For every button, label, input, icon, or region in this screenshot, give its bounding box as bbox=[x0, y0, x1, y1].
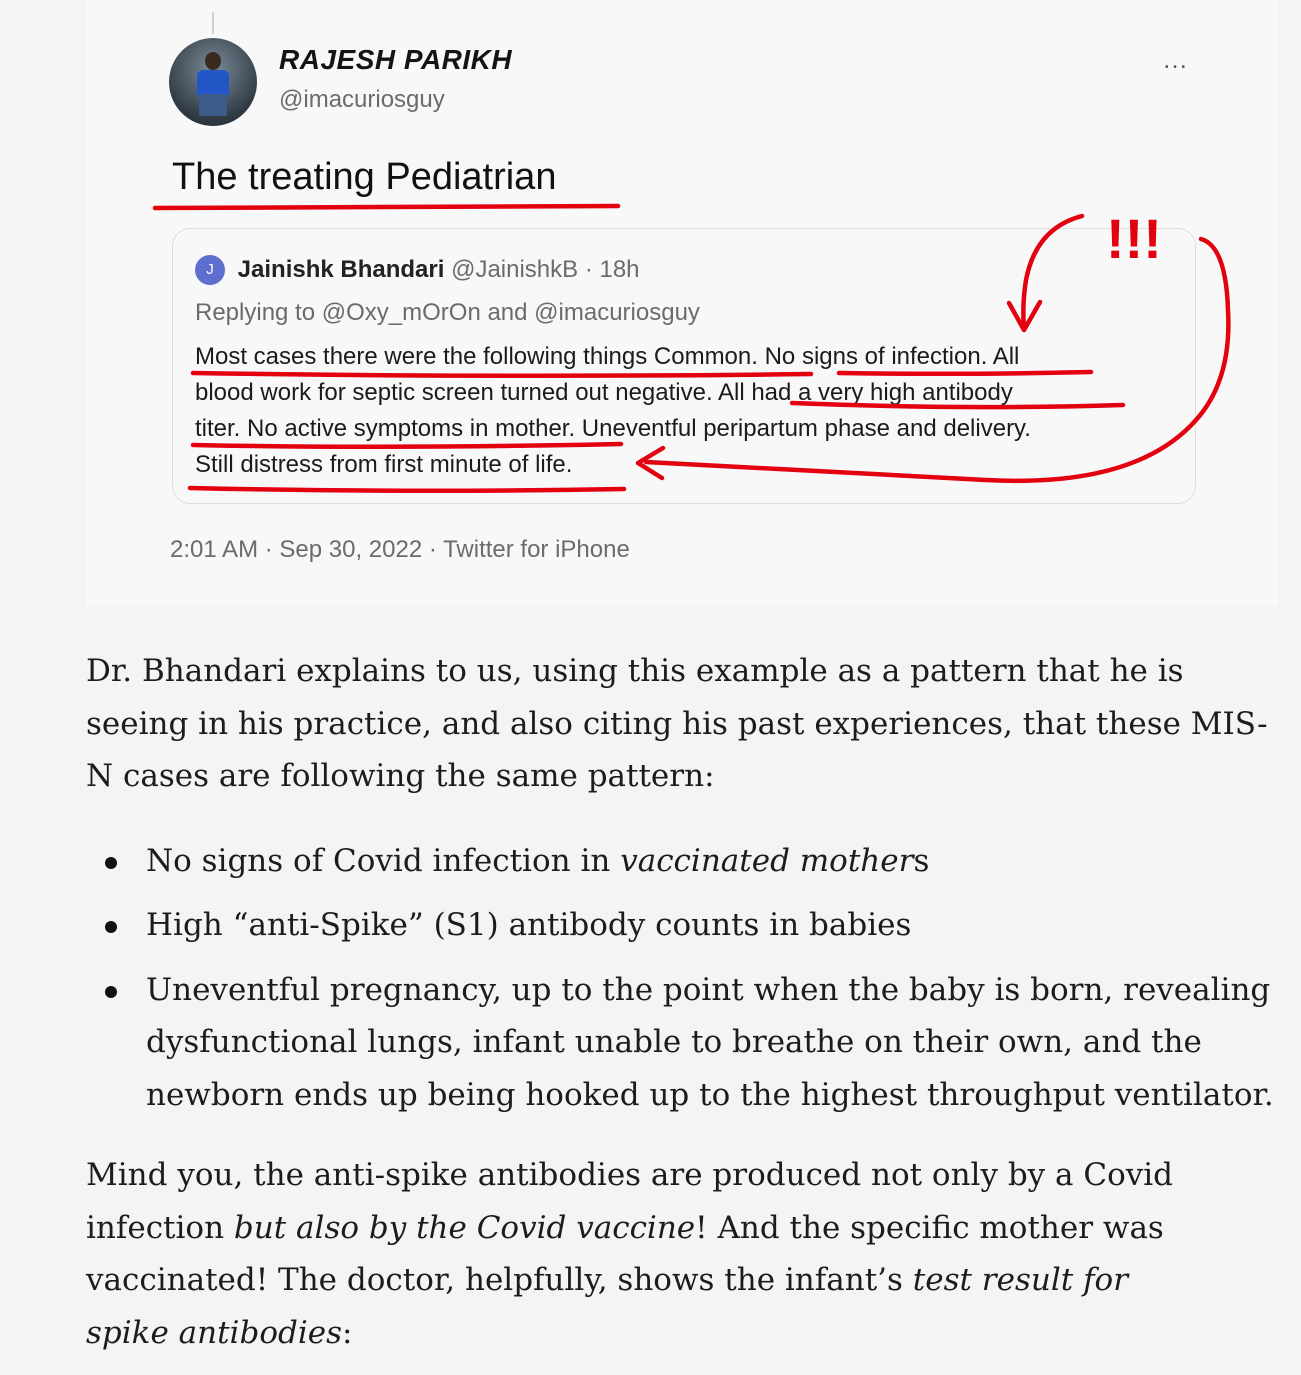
bullet-icon bbox=[105, 857, 117, 869]
underline-title bbox=[155, 206, 618, 208]
tweet-text: The treating Pediatrian bbox=[172, 156, 557, 198]
quoted-line: titer. No active symptoms in mother. Uneventful peripartum phase and delivery. bbox=[195, 415, 1031, 442]
paragraph-text: : bbox=[342, 1314, 353, 1351]
quoted-line: Most cases there were the following things Common. No signs of infection. All bbox=[195, 343, 1020, 370]
quoted-line: Still distress from first minute of life. bbox=[195, 451, 573, 478]
list-item bbox=[86, 964, 1286, 1122]
more-options-icon[interactable]: … bbox=[1162, 44, 1189, 74]
list-item-text: No signs of Covid infection in bbox=[146, 842, 621, 879]
quoted-tweet-header bbox=[195, 255, 640, 285]
author-avatar[interactable] bbox=[169, 38, 257, 126]
quoted-tweet[interactable] bbox=[172, 228, 1196, 504]
tweet-embed-image bbox=[86, 0, 1278, 606]
list-item bbox=[86, 835, 1286, 888]
bullet-list bbox=[86, 835, 1286, 1122]
quoted-author-name[interactable]: Jainishk Bhandari bbox=[237, 256, 445, 283]
bullet-icon bbox=[105, 921, 117, 933]
paragraph-text: ! And the specific mother was vaccinated! The doctor, helpfully, shows the infant’s bbox=[86, 1209, 1164, 1298]
quoted-avatar[interactable]: J bbox=[195, 255, 225, 285]
list-item-text: s bbox=[913, 842, 930, 879]
paragraph-text: Mind you, the anti-spike antibodies are produced not only by a Covid infection bbox=[86, 1157, 1174, 1246]
article-body bbox=[86, 645, 1286, 1359]
replying-to: Replying to @Oxy_mOrOn and @imacuriosguy bbox=[195, 299, 700, 326]
paragraph-emphasis: test result for spike antibodies bbox=[86, 1262, 1129, 1351]
thread-line bbox=[212, 12, 214, 34]
quoted-tweet-body bbox=[195, 339, 1180, 483]
bullet-icon bbox=[105, 986, 117, 998]
author-name[interactable]: RAJESH PARIKH bbox=[279, 44, 513, 75]
paragraph-antibodies bbox=[86, 1149, 1186, 1359]
tweet-timestamp[interactable]: 2:01 AM · Sep 30, 2022 · Twitter for iPhone bbox=[170, 536, 630, 563]
paragraph-intro: Dr. Bhandari explains to us, using this example as a pattern that he is seeing in his practice, and also citing his past experiences, that these MIS-N cases are following the same pattern: bbox=[86, 653, 1268, 794]
exclaim-annotation: !!! bbox=[1106, 207, 1162, 270]
list-item-text: Uneventful pregnancy, up to the point when the baby is born, revealing dysfunctional lungs, infant unable to breathe on their own, and the newborn ends up being hooked up to the highest throughput ventilator. bbox=[146, 971, 1274, 1113]
quoted-line: blood work for septic screen turned out negative. All had a very high antibody bbox=[195, 379, 1013, 406]
list-item bbox=[86, 899, 1286, 952]
paragraph-emphasis: but also by the Covid vaccine bbox=[233, 1209, 696, 1246]
quoted-author-meta: @JainishkB · 18h bbox=[451, 256, 640, 283]
list-item-emphasis: vaccinated mother bbox=[620, 842, 914, 879]
author-handle[interactable]: @imacuriosguy bbox=[279, 86, 445, 113]
list-item-text: High “anti-Spike” (S1) antibody counts in babies bbox=[146, 907, 912, 943]
